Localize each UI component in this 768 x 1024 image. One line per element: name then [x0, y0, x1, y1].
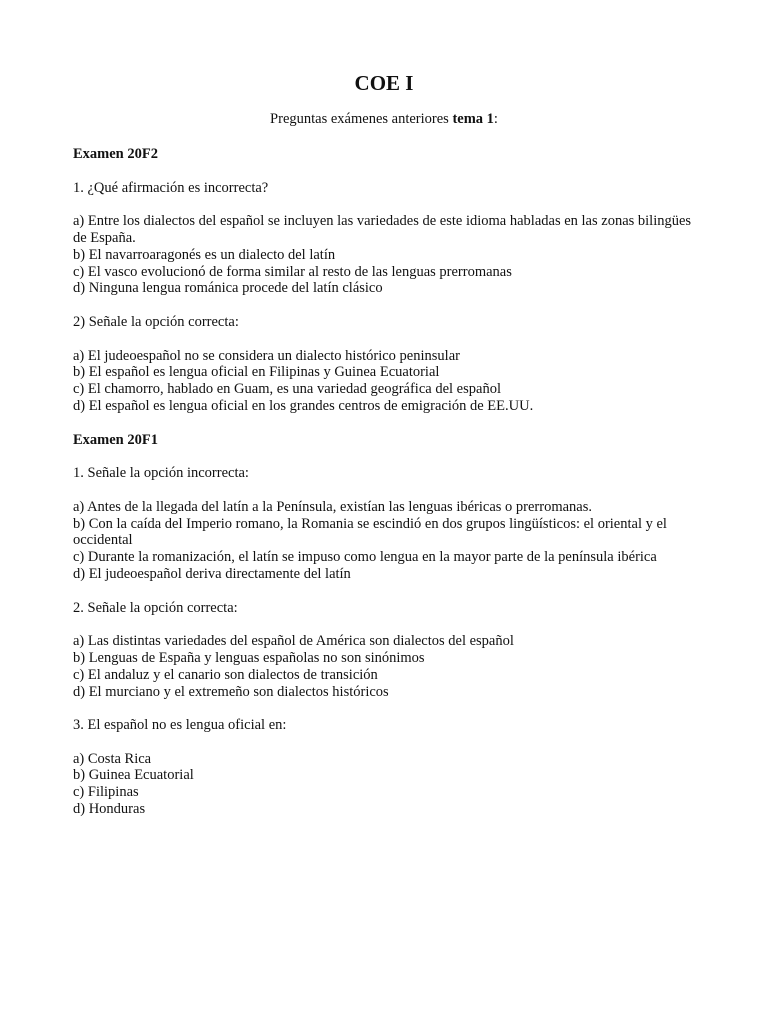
answer-option: a) El judeoespañol no se considera un dialecto histórico peninsular: [73, 347, 460, 364]
document-subtitle: [0, 110, 768, 128]
answer-option: d) El judeoespañol deriva directamente del latín: [73, 565, 351, 582]
answer-option: c) Durante la romanización, el latín se impuso como lengua en la mayor parte de la península ibérica: [73, 549, 657, 566]
answer-option: a) Costa Rica: [73, 750, 152, 767]
answer-option: a) Antes de la llegada del latín a la Península, existían las lenguas ibéricas o prerromanas.: [73, 498, 593, 515]
question-text: 1. Señale la opción incorrecta:: [73, 465, 249, 482]
subtitle-suffix: :: [493, 111, 498, 127]
document-title: COE I: [354, 71, 414, 95]
answer-option: b) Con la caída del Imperio romano, la Romania se escindió en dos grupos lingüísticos: el oriental y el occidental: [73, 515, 667, 549]
subtitle-prefix: Preguntas exámenes anteriores: [270, 111, 453, 127]
answer-option: b) Lenguas de España y lenguas españolas no son sinónimos: [73, 649, 425, 666]
answer-option: d) El español es lengua oficial en los grandes centros de emigración de EE.UU.: [73, 397, 534, 414]
exam-heading: Examen 20F1: [73, 431, 158, 448]
answer-option: c) El chamorro, hablado en Guam, es una variedad geográfica del español: [73, 381, 501, 398]
answer-option: b) El español es lengua oficial en Filipinas y Guinea Ecuatorial: [73, 364, 440, 381]
exam-heading: Examen 20F2: [73, 146, 158, 162]
answer-option: c) El vasco evolucionó de forma similar al resto de las lenguas prerromanas: [73, 263, 512, 280]
answer-option: d) El murciano y el extremeño son dialectos históricos: [73, 683, 389, 700]
answer-option: a) Las distintas variedades del español de América son dialectos del español: [73, 633, 514, 650]
question-text: 1. ¿Qué afirmación es incorrecta?: [73, 179, 269, 196]
answer-option: d) Honduras: [73, 801, 146, 818]
answer-option: c) Filipinas: [73, 784, 139, 801]
answer-option: d) Ninguna lengua románica procede del latín clásico: [73, 280, 383, 297]
answer-option: a) Entre los dialectos del español se incluyen las variedades de este idioma habladas en las zonas bilingües de España.: [73, 213, 692, 246]
document-body: [73, 146, 698, 818]
answer-option: b) El navarroaragonés es un dialecto del latín: [73, 246, 336, 263]
question-text: 2. Señale la opción correcta:: [73, 599, 238, 616]
question-text: 3. El español no es lengua oficial en:: [73, 717, 287, 734]
subtitle-topic: tema 1: [452, 111, 494, 127]
answer-option: b) Guinea Ecuatorial: [73, 767, 194, 784]
answer-option: c) El andaluz y el canario son dialectos de transición: [73, 666, 378, 683]
question-text: 2) Señale la opción correcta:: [73, 313, 239, 330]
